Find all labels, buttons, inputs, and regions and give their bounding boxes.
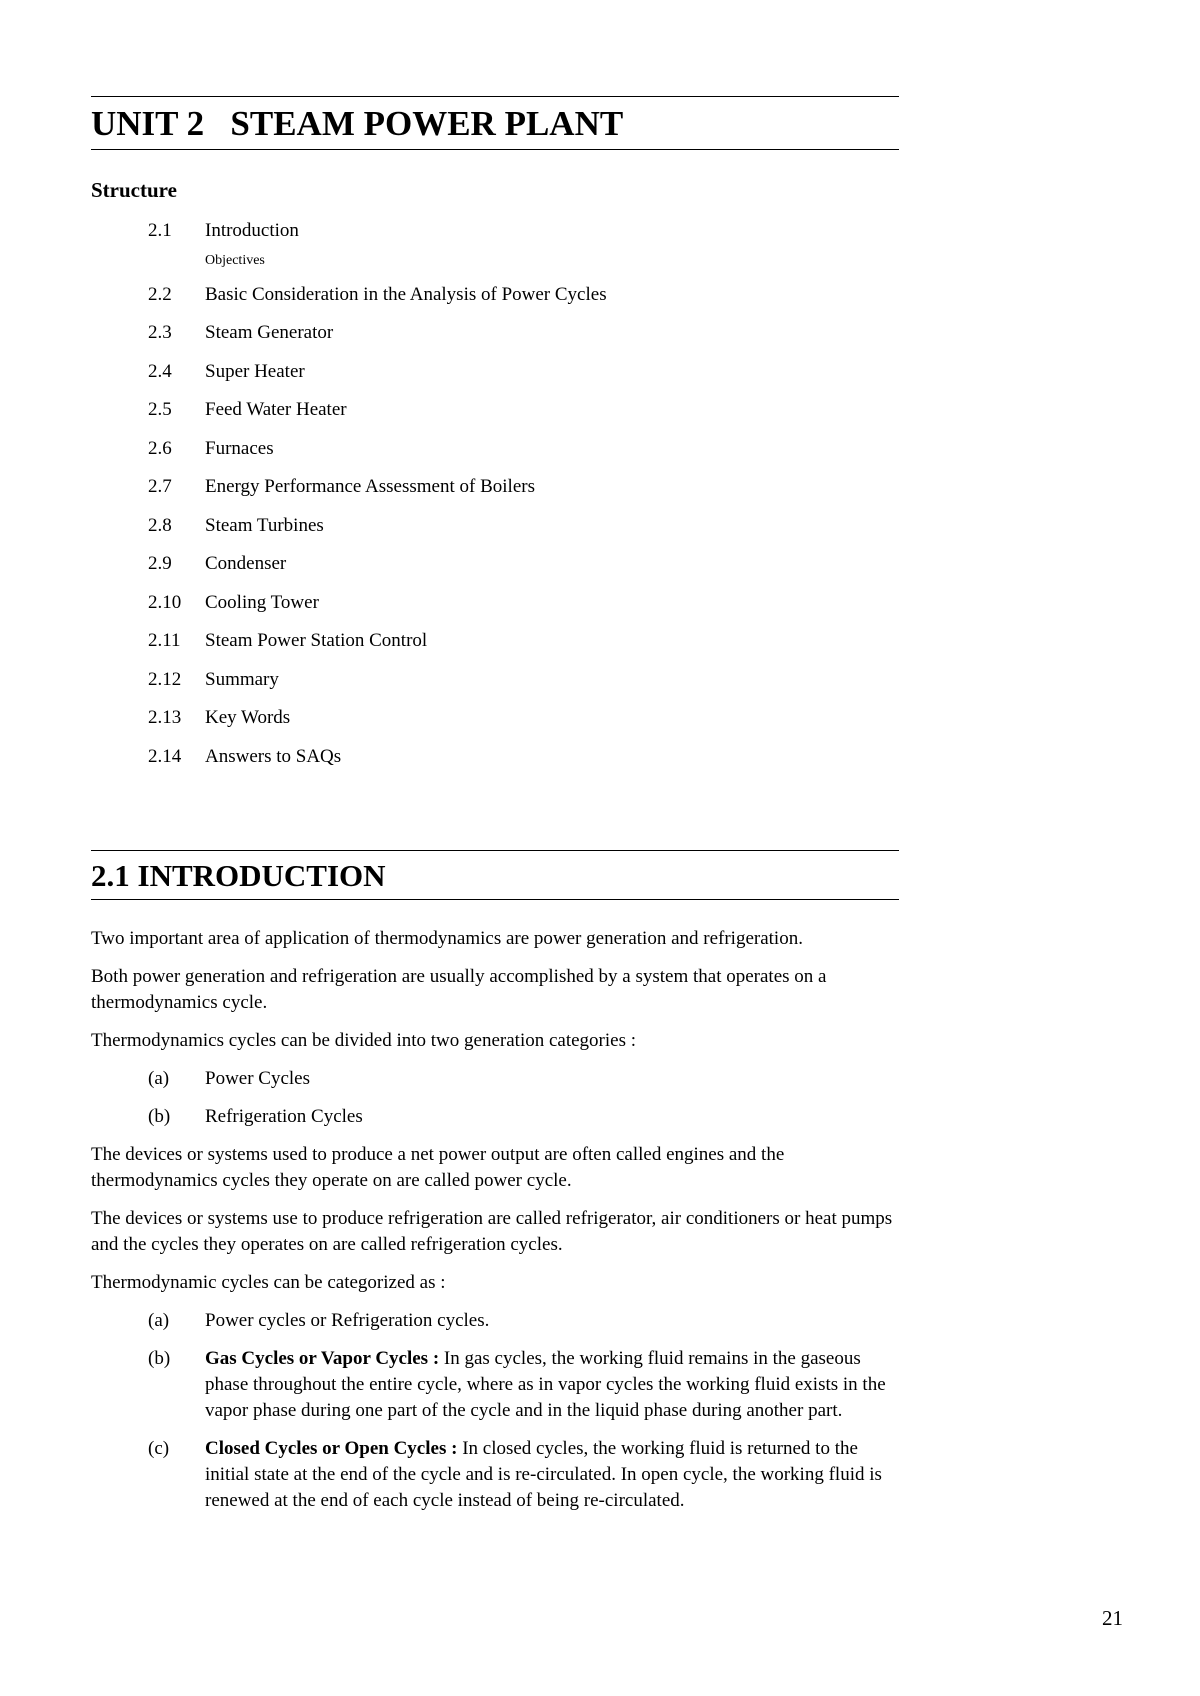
toc-item — [91, 475, 899, 499]
toc-number: 2.9 — [148, 553, 172, 574]
list-item — [91, 1346, 899, 1424]
toc-label: Super Heater — [205, 360, 305, 382]
introduction-section — [91, 850, 899, 1526]
toc-label: Energy Performance Assessment of Boilers — [205, 476, 535, 497]
toc-number: 2.13 — [148, 707, 182, 728]
structure-list — [91, 219, 899, 769]
list-text: Refrigeration Cycles — [205, 1106, 363, 1127]
paragraph: Thermodynamics cycles can be divided into two generation categories : — [91, 1030, 637, 1051]
title-underline — [91, 149, 899, 150]
paragraph: The devices or systems use to produce refrigeration are called refrigerator, air conditioners or heat pumps and the cycles they operates on are called refrigeration cycles. — [91, 1208, 893, 1255]
paragraph: Both power generation and refrigeration are usually accomplished by a system that operates on a thermodynamics cycle. — [91, 966, 827, 1013]
toc-label: Condenser — [205, 553, 287, 574]
toc-number: 2.7 — [148, 476, 172, 497]
toc-number: 2.4 — [148, 360, 172, 382]
toc-label: Steam Power Station Control — [205, 630, 428, 651]
list-description: In closed cycles, the working fluid is returned to the initial state at the end of the cycle and is re-circulated. In open cycle, the working fluid is renewed at the end of each cycle instead of being re-circulated. — [205, 1438, 882, 1511]
toc-label: Answers to SAQs — [205, 745, 342, 767]
list-item — [91, 1308, 899, 1334]
toc-item — [91, 552, 899, 576]
toc-item — [91, 706, 899, 730]
paragraph: Thermodynamic cycles can be categorized as : — [91, 1272, 446, 1293]
toc-label: Introduction — [205, 220, 299, 241]
list-term: Closed Cycles or Open Cycles : — [205, 1438, 458, 1459]
toc-subitem: Objectives — [205, 252, 265, 268]
toc-number: 2.3 — [148, 322, 172, 343]
list-text — [205, 1346, 899, 1424]
toc-number: 2.11 — [148, 630, 181, 651]
paragraph: Two important area of application of thermodynamics are power generation and refrigeration. — [91, 928, 803, 949]
unit-title: UNIT 2 STEAM POWER PLANT — [91, 104, 624, 143]
toc-number: 2.14 — [148, 745, 182, 767]
toc-label: Furnaces — [205, 437, 274, 459]
toc-number: 2.5 — [148, 399, 172, 420]
toc-label: Steam Turbines — [205, 514, 324, 536]
unit-header — [91, 96, 899, 783]
list-text — [205, 1308, 899, 1334]
toc-number: 2.6 — [148, 437, 172, 459]
list-marker: (c) — [148, 1438, 170, 1459]
toc-item — [91, 514, 899, 538]
page-number: 21 — [1102, 1606, 1123, 1630]
section-underline — [91, 899, 899, 900]
list-item — [91, 1066, 899, 1092]
toc-item — [91, 668, 899, 692]
toc-item — [91, 629, 899, 653]
toc-label: Feed Water Heater — [205, 399, 347, 420]
toc-label: Key Words — [205, 707, 291, 728]
toc-label: Cooling Tower — [205, 591, 319, 613]
toc-number: 2.2 — [148, 283, 172, 305]
structure-heading: Structure — [91, 178, 177, 202]
category-list — [91, 1066, 899, 1130]
toc-item — [91, 398, 899, 422]
toc-item — [91, 283, 899, 307]
toc-item — [91, 321, 899, 345]
toc-item — [91, 437, 899, 461]
list-description: In gas cycles, the working fluid remains in the gaseous phase throughout the entire cycle, where as in vapor cycles the working fluid exists in the vapor phase during one part of the cycle and in the liquid phase during another part. — [205, 1348, 886, 1421]
list-marker: (a) — [148, 1310, 170, 1331]
list-item — [91, 1104, 899, 1130]
list-marker: (a) — [148, 1068, 170, 1089]
toc-label: Summary — [205, 668, 279, 690]
list-term: Gas Cycles or Vapor Cycles : — [205, 1348, 440, 1369]
list-item — [91, 1436, 899, 1514]
list-text — [205, 1436, 899, 1514]
toc-item — [91, 360, 899, 384]
list-marker: (b) — [148, 1106, 171, 1127]
section-title: 2.1 INTRODUCTION — [91, 858, 386, 893]
toc-item — [91, 745, 899, 769]
toc-label: Basic Consideration in the Analysis of Power Cycles — [205, 283, 607, 305]
cycle-types-list — [91, 1308, 899, 1514]
paragraph: The devices or systems used to produce a net power output are often called engines and the thermodynamics cycles they operate on are called power cycle. — [91, 1144, 785, 1191]
toc-number: 2.10 — [148, 591, 182, 613]
toc-item — [91, 219, 899, 243]
list-text: Power Cycles — [205, 1068, 311, 1089]
toc-item — [91, 591, 899, 615]
toc-number: 2.8 — [148, 514, 172, 536]
toc-label: Steam Generator — [205, 322, 334, 343]
list-marker: (b) — [148, 1348, 171, 1369]
toc-number: 2.1 — [148, 220, 172, 241]
list-description: Power cycles or Refrigeration cycles. — [205, 1310, 490, 1331]
toc-number: 2.12 — [148, 668, 182, 690]
